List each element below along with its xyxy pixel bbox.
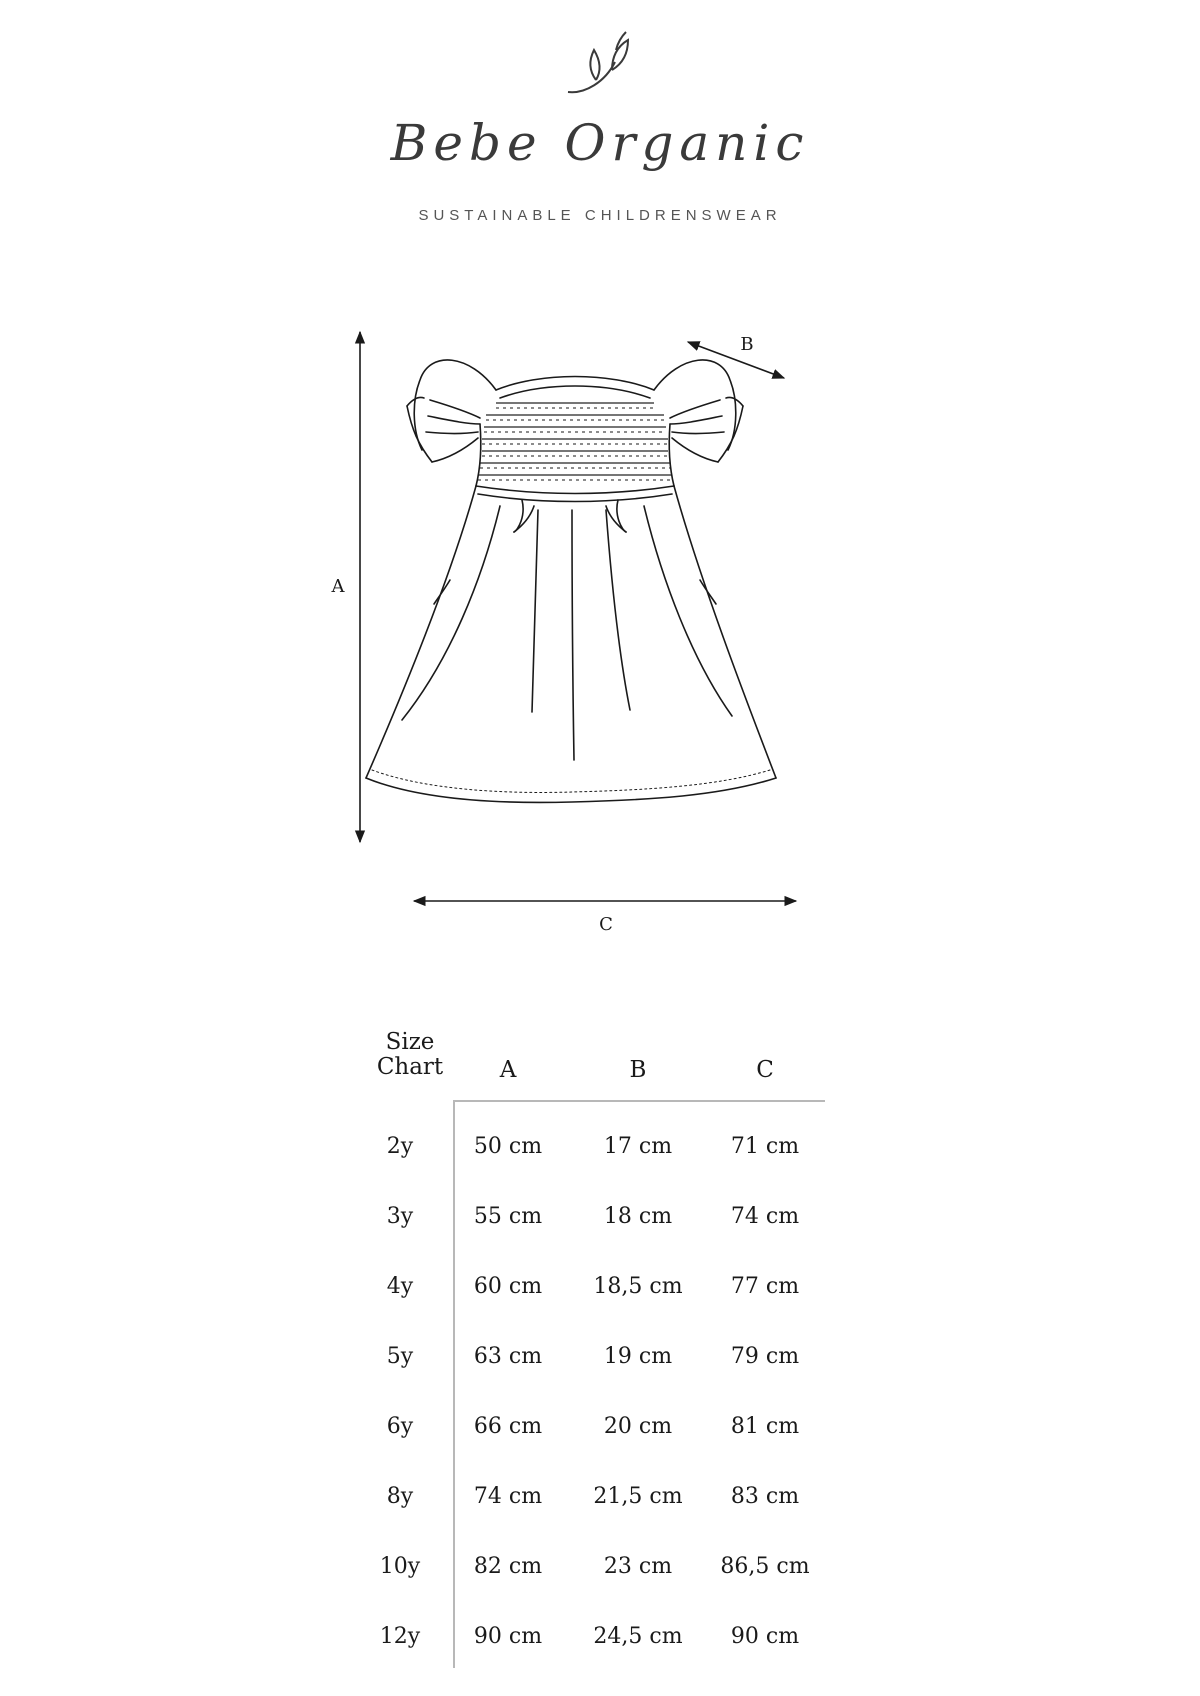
measure-a-cell: 82 cm [473, 1554, 543, 1579]
size-cell: 6y [386, 1414, 414, 1439]
dimension-a-label: A [331, 576, 345, 597]
measure-b-cell: 18,5 cm [593, 1274, 683, 1299]
column-header-b: B [629, 1057, 647, 1083]
measure-c-cell: 90 cm [730, 1624, 800, 1649]
measure-c-cell: 74 cm [730, 1204, 800, 1229]
measure-b-cell: 19 cm [603, 1344, 673, 1369]
leaf-logo-icon [560, 22, 650, 102]
table-row [340, 1337, 840, 1377]
table-row [340, 1267, 840, 1307]
size-chart-title: Size Chart [376, 1029, 444, 1080]
dimension-c-label: C [599, 914, 613, 935]
measure-b-cell: 20 cm [603, 1414, 673, 1439]
measure-b-cell: 23 cm [603, 1554, 673, 1579]
smocking-stitches [478, 408, 672, 480]
measure-a-cell: 60 cm [473, 1274, 543, 1299]
size-chart [340, 1030, 840, 1670]
measure-c-cell: 83 cm [730, 1484, 800, 1509]
dimension-b-label: B [740, 334, 754, 355]
size-cell: 12y [379, 1624, 421, 1649]
table-row [340, 1547, 840, 1587]
size-cell: 3y [386, 1204, 414, 1229]
size-cell: 10y [379, 1554, 421, 1579]
measure-a-cell: 74 cm [473, 1484, 543, 1509]
dress-measurement-diagram [300, 320, 860, 960]
measure-b-cell: 18 cm [603, 1204, 673, 1229]
table-row [340, 1477, 840, 1517]
brand-name: Bebe Organic [390, 114, 810, 172]
table-row [340, 1127, 840, 1167]
measure-a-cell: 55 cm [473, 1204, 543, 1229]
measure-b-cell: 24,5 cm [593, 1624, 683, 1649]
column-header-a: A [499, 1057, 517, 1083]
table-horizontal-rule [453, 1100, 825, 1102]
measure-c-cell: 81 cm [730, 1414, 800, 1439]
measure-c-cell: 86,5 cm [720, 1554, 810, 1579]
table-row [340, 1407, 840, 1447]
measure-a-cell: 66 cm [473, 1414, 543, 1439]
measure-c-cell: 77 cm [730, 1274, 800, 1299]
column-header-c: C [756, 1057, 774, 1083]
measure-c-cell: 79 cm [730, 1344, 800, 1369]
table-row [340, 1197, 840, 1237]
size-cell: 4y [386, 1274, 414, 1299]
smocking-pattern [478, 402, 672, 476]
measure-b-cell: 17 cm [603, 1134, 673, 1159]
measure-b-cell: 21,5 cm [593, 1484, 683, 1509]
measure-a-cell: 63 cm [473, 1344, 543, 1369]
brand-tagline: SUSTAINABLE CHILDRENSWEAR [418, 207, 782, 224]
size-cell: 8y [386, 1484, 414, 1509]
measure-c-cell: 71 cm [730, 1134, 800, 1159]
table-row [340, 1617, 840, 1657]
measure-a-cell: 90 cm [473, 1624, 543, 1649]
size-cell: 5y [386, 1344, 414, 1369]
measure-a-cell: 50 cm [473, 1134, 543, 1159]
size-cell: 2y [386, 1134, 414, 1159]
